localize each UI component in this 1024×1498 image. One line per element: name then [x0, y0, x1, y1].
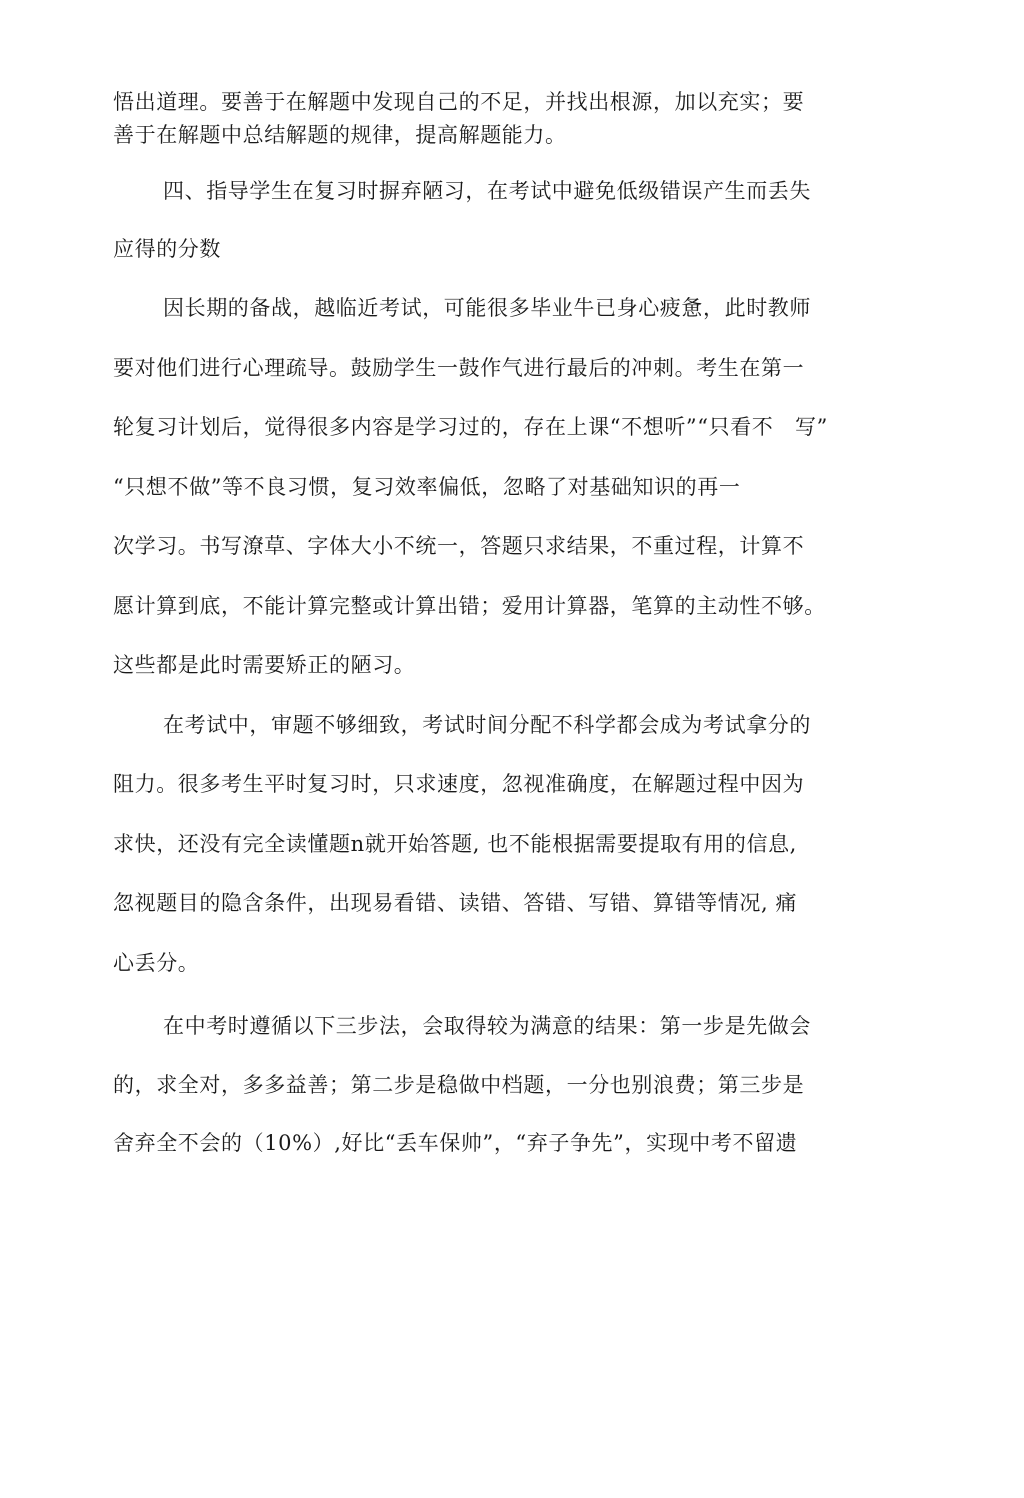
text-line: 阻力。很多考生平时复习时，只求速度，忽视准确度，在解题过程中因为 — [113, 772, 805, 796]
text-line: 要对他们进行心理疏导。鼓励学生一鼓作气进行最后的冲刺。考生在第一 — [113, 356, 805, 380]
text-line: 次学习。书写潦草、字体大小不统一，答题只求结果，不重过程，计算不 — [113, 534, 805, 558]
text-line: “只想不做”等不良习惯，复习效率偏低，忽略了对基础知识的再一 — [113, 475, 741, 499]
text-line: 求快，还没有完全读懂题n就开始答题, 也不能根据需要提取有用的信息, — [113, 832, 797, 856]
text-line: 舍弃全不会的（10%）,好比“丢车保帅”，“弃子争先”，实现中考不留遗 — [113, 1131, 798, 1155]
text-line: 悟出道理。要善于在解题中发现自己的不足，并找出根源，加以充实；要 — [113, 90, 805, 114]
text-line: 因长期的备战，越临近考试，可能很多毕业牛已身心疲惫，此时教师 — [163, 296, 811, 320]
text-line: 善于在解题中总结解题的规律，提高解题能力。 — [113, 123, 567, 147]
text-line: 愿计算到底，不能计算完整或计算出错；爱用计算器，笔算的主动性不够。 — [113, 594, 826, 618]
text-line: 心丢分。 — [113, 951, 200, 975]
text-line: 在考试中，审题不够细致，考试时间分配不科学都会成为考试拿分的 — [163, 713, 811, 737]
text-line: 的，求全对，多多益善；第二步是稳做中档题，一分也别浪费；第三步是 — [113, 1073, 805, 1097]
text-line: 这些都是此时需要矫正的陋习。 — [113, 653, 416, 677]
text-line: 在中考时遵循以下三步法，会取得较为满意的结果：第一步是先做会 — [163, 1014, 811, 1038]
text-line: 忽视题目的隐含条件，出现易看错、读错、答错、写错、算错等情况, 痛 — [113, 891, 798, 915]
section-heading-continued: 应得的分数 — [113, 237, 221, 261]
section-heading: 四、指导学生在复习时摒弃陋习，在考试中避免低级错误产生而丢失 — [163, 179, 811, 203]
text-line: 轮复习计划后，觉得很多内容是学习过的，存在上课“不想听”“只看不 写” — [113, 415, 828, 439]
